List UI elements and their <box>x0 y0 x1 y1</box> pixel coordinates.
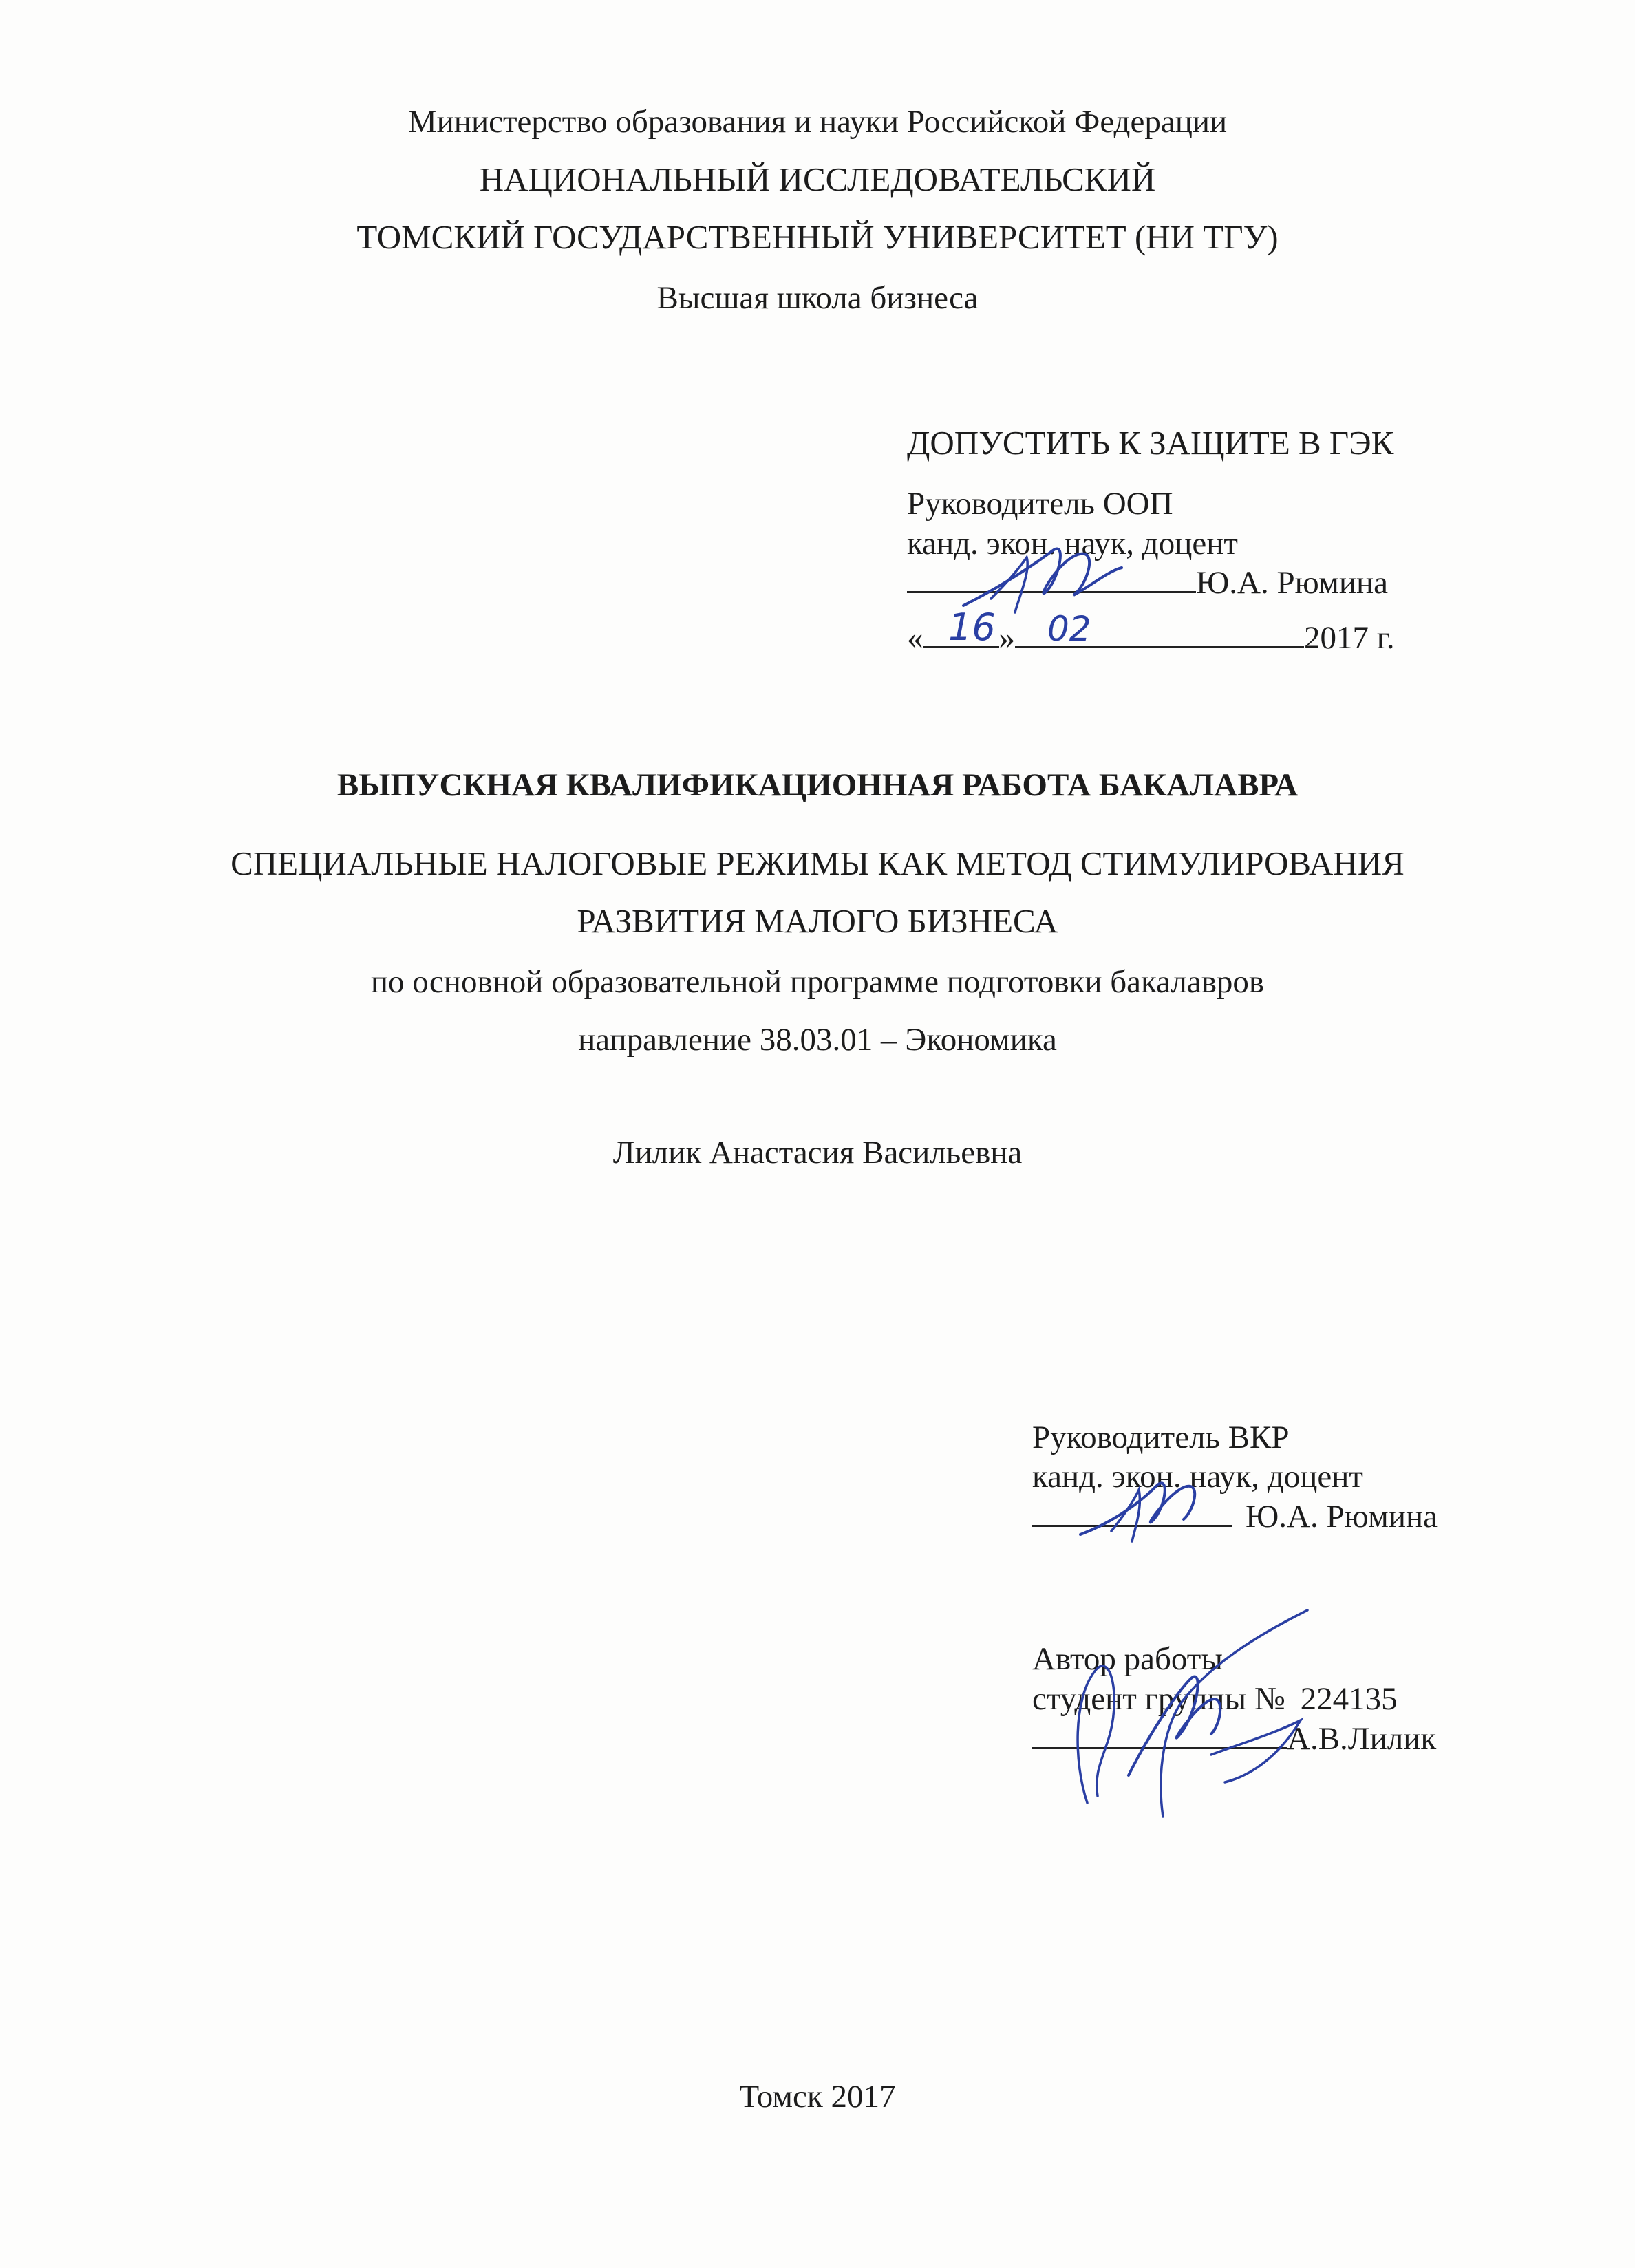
handwritten-day: 16 <box>948 606 996 649</box>
approval-role: Руководитель ООП <box>907 486 1173 522</box>
handwritten-month: 02 <box>1047 609 1091 649</box>
university-line-2: ТОМСКИЙ ГОСУДАРСТВЕННЫЙ УНИВЕРСИТЕТ (НИ ТГУ) <box>356 218 1279 256</box>
approval-title: ДОПУСТИТЬ К ЗАЩИТЕ В ГЭК <box>907 424 1394 462</box>
approval-quote-open: « <box>907 620 923 656</box>
ministry-line: Министерство образования и науки Российской Федерации <box>407 104 1228 140</box>
supervisor-degree: канд. экон. наук, доцент <box>1032 1459 1363 1495</box>
approval-signature-line <box>907 563 1388 603</box>
supervisor-signature-blank <box>1032 1497 1232 1527</box>
city-year: Томск 2017 <box>739 2079 896 2115</box>
author-group-number: 224135 <box>1300 1681 1398 1717</box>
school-line: Высшая школа бизнеса <box>656 280 979 316</box>
thesis-title-line-2: РАЗВИТИЯ МАЛОГО БИЗНЕСА <box>577 902 1058 940</box>
author-group-label: студент группы № <box>1032 1681 1285 1717</box>
thesis-program: по основной образовательной программе подготовки бакалавров <box>370 964 1265 1000</box>
supervisor-signature-line <box>1032 1497 1438 1537</box>
author-role: Автор работы <box>1032 1641 1223 1677</box>
author-name: А.В.Лилик <box>1287 1721 1437 1757</box>
thesis-author-full: Лилик Анастасия Васильевна <box>612 1135 1023 1170</box>
approval-name: Ю.А. Рюмина <box>1196 565 1389 601</box>
approval-quote-close: » <box>998 620 1015 656</box>
supervisor-name: Ю.А. Рюмина <box>1246 1499 1438 1534</box>
approval-degree: канд. экон. наук, доцент <box>907 526 1238 561</box>
university-line-1: НАЦИОНАЛЬНЫЙ ИССЛЕДОВАТЕЛЬСКИЙ <box>479 160 1156 198</box>
author-signature-line <box>1032 1719 1436 1759</box>
approval-year: 2017 г. <box>1304 620 1395 656</box>
supervisor-role: Руководитель ВКР <box>1032 1420 1290 1455</box>
thesis-direction: направление 38.03.01 – Экономика <box>578 1022 1057 1058</box>
approval-signature-blank <box>907 564 1196 593</box>
author-signature-blank <box>1032 1720 1287 1749</box>
thesis-type: ВЫПУСКНАЯ КВАЛИФИКАЦИОННАЯ РАБОТА БАКАЛАВРА <box>336 767 1299 803</box>
thesis-title-line-1: СПЕЦИАЛЬНЫЕ НАЛОГОВЫЕ РЕЖИМЫ КАК МЕТОД СТИМУЛИРОВАНИЯ <box>231 844 1404 882</box>
author-group-line <box>1032 1679 1398 1719</box>
